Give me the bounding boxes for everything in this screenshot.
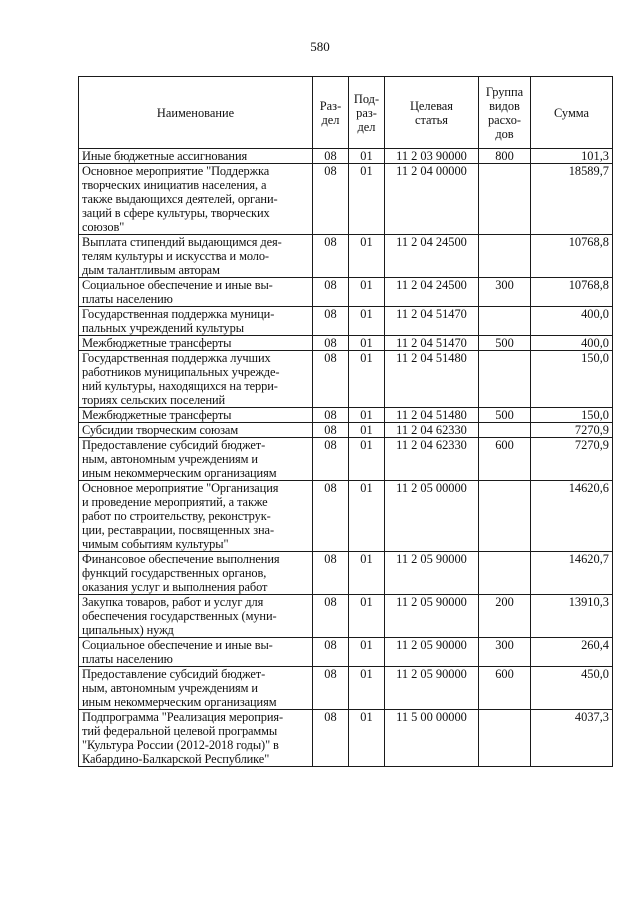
cell-subsection: 01 (349, 423, 385, 438)
cell-expense-group (479, 423, 531, 438)
cell-section: 08 (313, 164, 349, 235)
cell-target-article: 11 2 04 62330 (385, 423, 479, 438)
cell-amount: 4037,3 (531, 710, 613, 767)
cell-subsection: 01 (349, 481, 385, 552)
cell-section: 08 (313, 278, 349, 307)
cell-expense-group (479, 552, 531, 595)
header-subsection: Под- раз- дел (349, 77, 385, 149)
cell-amount: 7270,9 (531, 438, 613, 481)
cell-expense-group: 500 (479, 408, 531, 423)
cell-subsection: 01 (349, 638, 385, 667)
cell-section: 08 (313, 438, 349, 481)
cell-target-article: 11 2 04 51470 (385, 307, 479, 336)
cell-section: 08 (313, 552, 349, 595)
cell-name: Межбюджетные трансферты (79, 408, 313, 423)
cell-section: 08 (313, 235, 349, 278)
cell-name: Основное мероприятие "Организация и проведение мероприятий, а также работ по строительству, реконструк- ции, реставрации, посвященных зна- чимым событиям культуры" (79, 481, 313, 552)
table-row (79, 595, 613, 638)
cell-target-article: 11 2 03 90000 (385, 149, 479, 164)
table-row (79, 351, 613, 408)
cell-subsection: 01 (349, 336, 385, 351)
cell-name: Основное мероприятие "Поддержка творческих инициатив населения, а также выдающихся деятелей, органи- заций в сфере культуры, творческих союзов" (79, 164, 313, 235)
table-header-row (79, 77, 613, 149)
cell-section: 08 (313, 336, 349, 351)
table-row (79, 710, 613, 767)
cell-name: Социальное обеспечение и иные вы- платы населению (79, 278, 313, 307)
header-expense-group: Группа видов расхо- дов (479, 77, 531, 149)
cell-amount: 400,0 (531, 336, 613, 351)
cell-subsection: 01 (349, 278, 385, 307)
cell-name: Финансовое обеспечение выполнения функций государственных органов, оказания услуг и выполнения работ (79, 552, 313, 595)
cell-target-article: 11 2 04 24500 (385, 278, 479, 307)
cell-section: 08 (313, 667, 349, 710)
cell-section: 08 (313, 149, 349, 164)
page-number: 580 (310, 39, 330, 54)
cell-amount: 14620,7 (531, 552, 613, 595)
cell-name: Предоставление субсидий бюджет- ным, автономным учреждениям и иным некоммерческим организациям (79, 667, 313, 710)
cell-subsection: 01 (349, 552, 385, 595)
cell-target-article: 11 2 04 62330 (385, 438, 479, 481)
cell-expense-group (479, 235, 531, 278)
cell-expense-group (479, 481, 531, 552)
cell-target-article: 11 2 04 00000 (385, 164, 479, 235)
cell-amount: 10768,8 (531, 235, 613, 278)
cell-expense-group: 600 (479, 667, 531, 710)
table-row (79, 408, 613, 423)
cell-amount: 13910,3 (531, 595, 613, 638)
cell-name: Социальное обеспечение и иные вы- платы населению (79, 638, 313, 667)
cell-name: Субсидии творческим союзам (79, 423, 313, 438)
cell-expense-group (479, 710, 531, 767)
cell-subsection: 01 (349, 235, 385, 278)
cell-target-article: 11 5 00 00000 (385, 710, 479, 767)
table-row (79, 481, 613, 552)
cell-section: 08 (313, 423, 349, 438)
cell-expense-group (479, 164, 531, 235)
cell-target-article: 11 2 05 90000 (385, 638, 479, 667)
header-section: Раз- дел (313, 77, 349, 149)
cell-subsection: 01 (349, 595, 385, 638)
cell-section: 08 (313, 408, 349, 423)
cell-subsection: 01 (349, 164, 385, 235)
cell-name: Предоставление субсидий бюджет- ным, автономным учреждениям и иным некоммерческим организациям (79, 438, 313, 481)
header-target-article: Целевая статья (385, 77, 479, 149)
table-row (79, 336, 613, 351)
cell-amount: 7270,9 (531, 423, 613, 438)
cell-target-article: 11 2 04 51480 (385, 351, 479, 408)
cell-amount: 101,3 (531, 149, 613, 164)
cell-amount: 14620,6 (531, 481, 613, 552)
cell-target-article: 11 2 04 24500 (385, 235, 479, 278)
cell-target-article: 11 2 04 51480 (385, 408, 479, 423)
cell-amount: 10768,8 (531, 278, 613, 307)
cell-name: Государственная поддержка муници- пальных учреждений культуры (79, 307, 313, 336)
cell-expense-group: 600 (479, 438, 531, 481)
budget-table (78, 76, 613, 767)
cell-section: 08 (313, 481, 349, 552)
cell-subsection: 01 (349, 149, 385, 164)
cell-subsection: 01 (349, 408, 385, 423)
cell-expense-group: 300 (479, 638, 531, 667)
table-row (79, 235, 613, 278)
cell-target-article: 11 2 05 90000 (385, 595, 479, 638)
cell-name: Закупка товаров, работ и услуг для обеспечения государственных (муни- ципальных) нужд (79, 595, 313, 638)
header-name: Наименование (79, 77, 313, 149)
cell-section: 08 (313, 710, 349, 767)
cell-subsection: 01 (349, 351, 385, 408)
table-row (79, 667, 613, 710)
cell-name: Подпрограмма "Реализация мероприя- тий федеральной целевой программы "Культура России (2012-2018 годы)" в Кабардино-Балкарской Республике" (79, 710, 313, 767)
cell-amount: 18589,7 (531, 164, 613, 235)
table-row (79, 149, 613, 164)
table-row (79, 164, 613, 235)
cell-expense-group: 300 (479, 278, 531, 307)
cell-section: 08 (313, 351, 349, 408)
cell-section: 08 (313, 307, 349, 336)
cell-target-article: 11 2 05 00000 (385, 481, 479, 552)
cell-amount: 400,0 (531, 307, 613, 336)
cell-name: Иные бюджетные ассигнования (79, 149, 313, 164)
cell-subsection: 01 (349, 307, 385, 336)
cell-target-article: 11 2 05 90000 (385, 552, 479, 595)
cell-amount: 450,0 (531, 667, 613, 710)
table-row (79, 307, 613, 336)
table-row (79, 638, 613, 667)
cell-amount: 150,0 (531, 351, 613, 408)
table-row (79, 423, 613, 438)
cell-section: 08 (313, 595, 349, 638)
cell-expense-group (479, 351, 531, 408)
cell-section: 08 (313, 638, 349, 667)
cell-name: Межбюджетные трансферты (79, 336, 313, 351)
header-amount: Сумма (531, 77, 613, 149)
cell-amount: 150,0 (531, 408, 613, 423)
cell-subsection: 01 (349, 438, 385, 481)
cell-expense-group (479, 307, 531, 336)
table-row (79, 278, 613, 307)
cell-name: Выплата стипендий выдающимся дея- телям культуры и искусства и моло- дым талантливым авторам (79, 235, 313, 278)
cell-target-article: 11 2 04 51470 (385, 336, 479, 351)
table-row (79, 438, 613, 481)
cell-expense-group: 500 (479, 336, 531, 351)
cell-expense-group: 800 (479, 149, 531, 164)
table-row (79, 552, 613, 595)
cell-subsection: 01 (349, 667, 385, 710)
cell-expense-group: 200 (479, 595, 531, 638)
cell-target-article: 11 2 05 90000 (385, 667, 479, 710)
cell-amount: 260,4 (531, 638, 613, 667)
cell-subsection: 01 (349, 710, 385, 767)
cell-name: Государственная поддержка лучших работников муниципальных учрежде- ний культуры, находящихся на терри- ториях сельских поселений (79, 351, 313, 408)
